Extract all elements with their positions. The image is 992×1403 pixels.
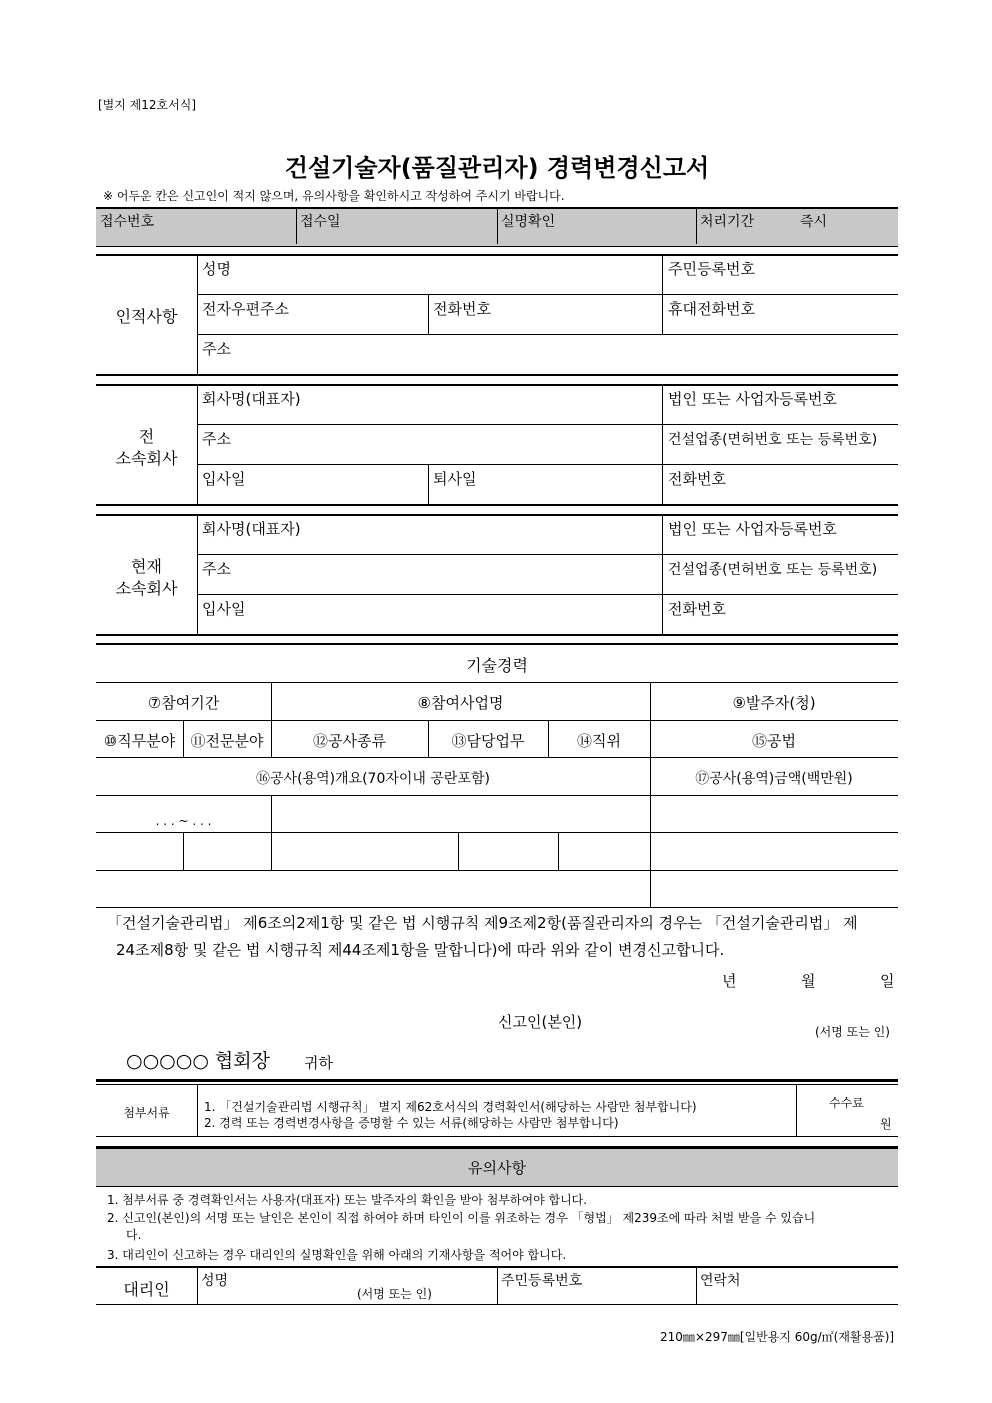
period-placeholder[interactable]: . . . ~ . . . (155, 814, 212, 828)
month-label: 월 (801, 972, 816, 990)
participation-period-header: ⑦참여기간 (147, 694, 220, 712)
agent-sign-label: (서명 또는 인) (357, 1287, 432, 1301)
prev-company-section-label-2: 소속회사 (115, 449, 178, 468)
curr-company-name-label: 회사명(대표자) (202, 520, 301, 538)
prev-phone-label: 전화번호 (668, 470, 726, 488)
job-field-header: ⑩직무분야 (103, 732, 176, 750)
caution-item-2a: 2. 신고인(본인)의 서명 또는 날인은 본인이 직접 하여야 하며 타인이 이를 위조하는 경우 「형법」 제239조에 따라 처벌 받을 수 있습니 (107, 1211, 816, 1225)
client-header: ⑨발주자(청) (732, 694, 816, 712)
processing-period-label: 처리기간 (700, 214, 755, 230)
curr-address-label: 주소 (202, 560, 231, 578)
reporter-label: 신고인(본인) (498, 1013, 583, 1031)
processing-period-value: 즉시 (800, 214, 828, 230)
project-amount-header: ⑰공사(용역)금액(백만원) (695, 771, 853, 787)
addressee: ○○○○○ 협회장 (126, 1050, 270, 1072)
receipt-number-label: 접수번호 (100, 214, 155, 230)
fee-label: 수수료 (829, 1096, 864, 1110)
duty-header: ⑬담당업무 (451, 732, 525, 750)
project-overview-header: ⑯공사(용역)개요(70자이내 공란포함) (256, 771, 490, 787)
notice-text: ※ 어두운 칸은 신고인이 적지 않으며, 유의사항을 확인하시고 작성하여 주시기 바랍니다. (103, 189, 565, 203)
prev-leave-date-label: 퇴사일 (433, 470, 477, 488)
agent-label: 대리인 (123, 1280, 170, 1299)
year-label: 년 (722, 972, 737, 990)
declaration-line-2: 24조제8항 및 같은 법 시행규칙 제44조제1항을 말합니다)에 따라 위와 같이 변경신고합니다. (116, 941, 725, 959)
caution-item-3: 3. 대리인이 신고하는 경우 대리인의 실명확인을 위해 아래의 기재사항을 적어야 합니다. (107, 1248, 567, 1262)
prev-license-label: 건설업종(면허번호 또는 등록번호) (668, 432, 878, 448)
prev-company-name-label: 회사명(대표자) (202, 390, 301, 408)
project-name-header: ⑧참여사업명 (417, 694, 504, 712)
paper-spec: 210㎜×297㎜[일반용지 60g/㎡(재활용품)] (660, 1330, 895, 1344)
addressee-suffix: 귀하 (304, 1054, 333, 1072)
fee-unit: 원 (880, 1117, 892, 1131)
prev-company-section-label-1: 전 (138, 427, 155, 446)
form-number: [별지 제12호서식] (98, 98, 196, 112)
caution-item-1: 1. 첨부서류 중 경력확인서는 사용자(대표자) 또는 발주자의 확인을 받아 첨부하여야 합니다. (107, 1193, 588, 1207)
day-label: 일 (880, 972, 895, 990)
curr-company-section-label-1: 현재 (131, 557, 162, 576)
name-label: 성명 (202, 260, 231, 278)
cautions-title: 유의사항 (468, 1159, 526, 1177)
curr-join-date-label: 입사일 (202, 600, 246, 618)
attachments-label: 첨부서류 (123, 1106, 170, 1120)
declaration-line-1: 「건설기술관리법」 제6조의2제1항 및 같은 법 시행규칙 제9조제2항(품질관리자의 경우는 「건설기술관리법」 제 (107, 914, 858, 932)
attachment-item-2: 2. 경력 또는 경력변경사항을 증명할 수 있는 서류(해당하는 사람만 첨부합니다) (204, 1116, 619, 1130)
attachment-item-1: 1. 「건설기술관리법 시행규칙」 별지 제62호서식의 경력확인서(해당하는 사람만 첨부합니다) (204, 1100, 697, 1114)
prev-join-date-label: 입사일 (202, 470, 246, 488)
phone-label: 전화번호 (433, 300, 491, 318)
id-check-label: 실명확인 (501, 214, 556, 230)
construction-type-header: ⑫공사종류 (313, 732, 386, 750)
mobile-label: 휴대전화번호 (668, 300, 755, 318)
agent-name-label: 성명 (201, 1273, 229, 1289)
agent-contact-label: 연락처 (700, 1273, 741, 1289)
rrn-label: 주민등록번호 (668, 260, 755, 278)
curr-phone-label: 전화번호 (668, 600, 726, 618)
reporter-sign-label: (서명 또는 인) (815, 1025, 890, 1039)
curr-company-section-label-2: 소속회사 (115, 579, 178, 598)
prev-biz-no-label: 법인 또는 사업자등록번호 (668, 390, 837, 408)
method-header: ⑮공법 (752, 732, 796, 750)
curr-license-label: 건설업종(면허번호 또는 등록번호) (668, 562, 878, 578)
specialty-header: ⑪전문분야 (190, 732, 264, 750)
address-label: 주소 (202, 340, 231, 358)
position-header: ⑭직위 (577, 732, 621, 750)
page-title: 건설기술자(품질관리자) 경력변경신고서 (284, 154, 710, 182)
curr-biz-no-label: 법인 또는 사업자등록번호 (668, 520, 837, 538)
prev-address-label: 주소 (202, 430, 231, 448)
email-label: 전자우편주소 (202, 300, 289, 318)
caution-item-2b: 다. (126, 1228, 142, 1242)
personal-section-label: 인적사항 (115, 307, 178, 326)
career-section-title: 기술경력 (466, 656, 528, 675)
receipt-date-label: 접수일 (300, 214, 341, 230)
agent-rrn-label: 주민등록번호 (501, 1273, 583, 1289)
